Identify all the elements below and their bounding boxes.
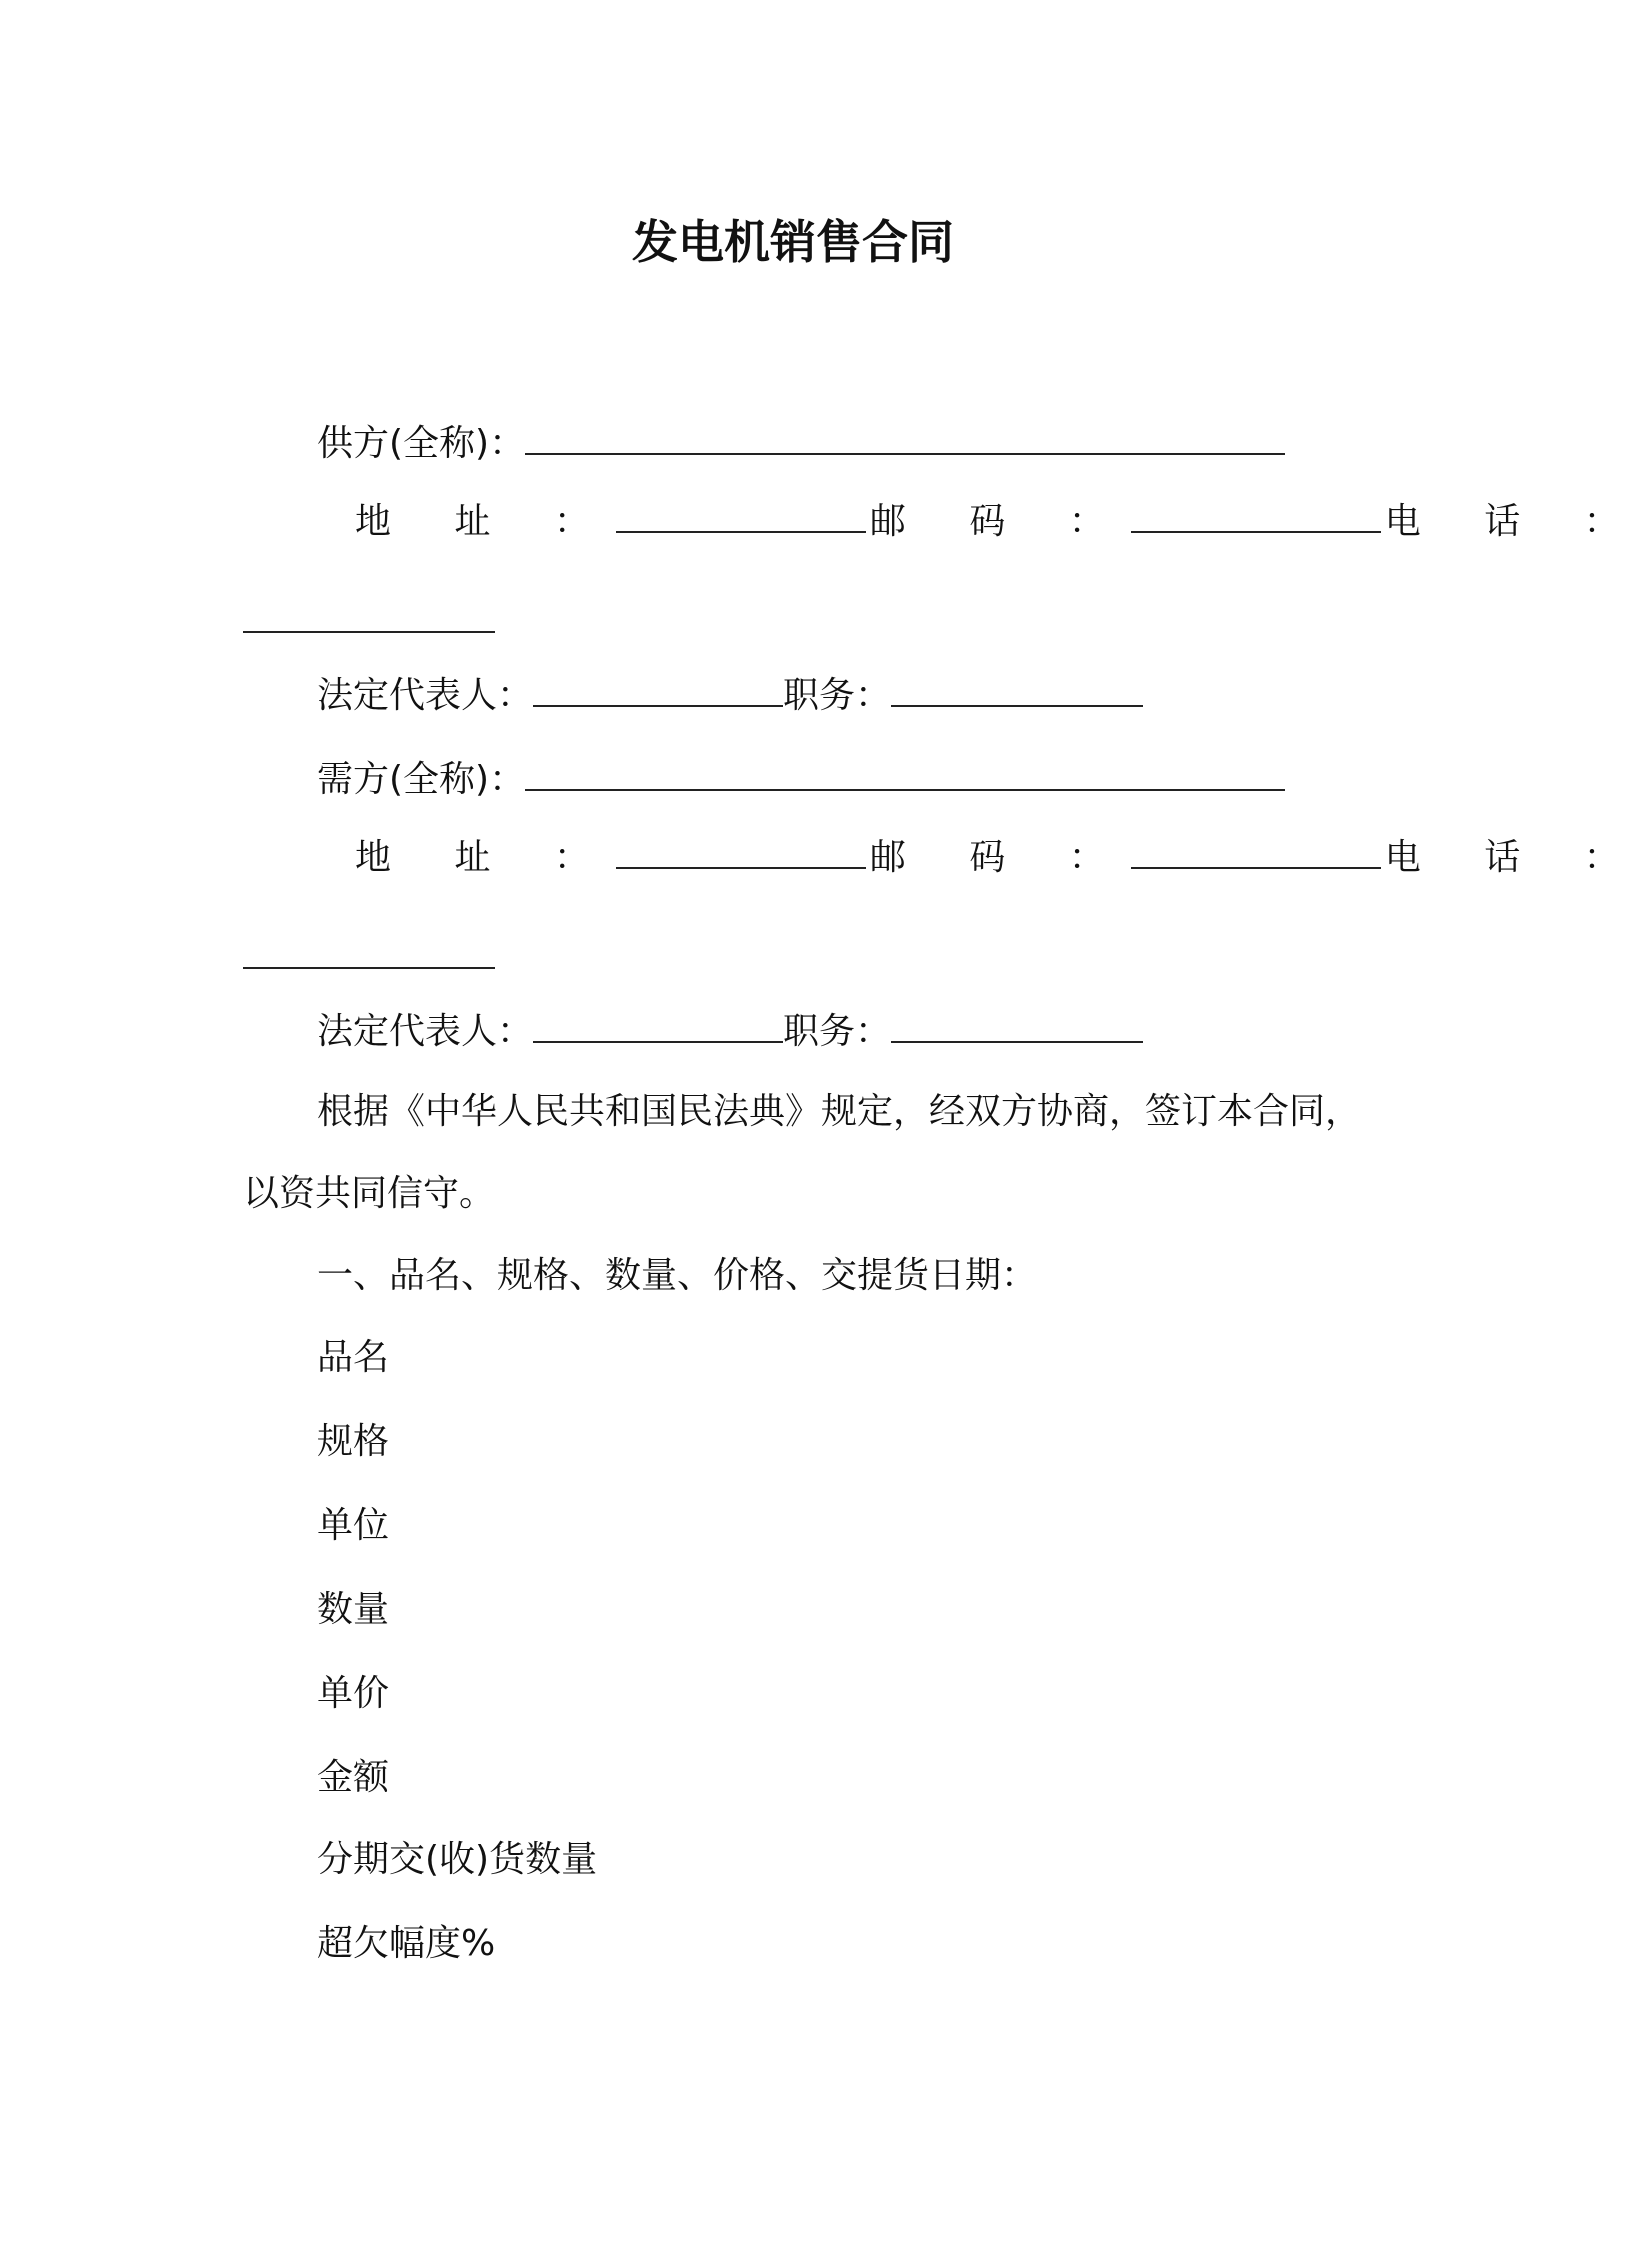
preamble-line-1: 根据《中华人民共和国民法典》规定，经双方协商，签订本合同，: [317, 1091, 1362, 1132]
supplier-postcode-label: 邮 码 ：: [869, 501, 1131, 542]
item-tolerance: 超欠幅度%: [317, 1923, 496, 1964]
buyer-name-row: [317, 756, 1285, 804]
buyer-rep-blank: [533, 1011, 783, 1043]
buyer-name-label: 需方(全称)：: [317, 759, 526, 800]
supplier-name-row: [317, 420, 1285, 468]
section-1-heading: 一、品名、规格、数量、价格、交提货日期：: [317, 1255, 1038, 1296]
buyer-rep-row: [317, 1008, 1143, 1056]
buyer-position-blank: [891, 1011, 1143, 1043]
buyer-phone-row: [243, 934, 495, 982]
supplier-postcode-blank: [1131, 501, 1381, 533]
buyer-phone-label: 电 话 ：: [1384, 837, 1646, 878]
supplier-name-blank: [525, 423, 1285, 455]
buyer-rep-label: 法定代表人：: [317, 1011, 534, 1052]
item-unit-price: 单价: [317, 1673, 390, 1714]
buyer-address-label: 地 址 ：: [355, 837, 616, 878]
document-title: 发电机销售合同: [632, 215, 954, 269]
supplier-position-blank: [891, 675, 1143, 707]
item-specification: 规格: [317, 1421, 390, 1462]
supplier-phone-row: [243, 598, 495, 646]
buyer-position-label: 职务：: [783, 1011, 892, 1052]
buyer-postcode-blank: [1131, 837, 1381, 869]
supplier-name-label: 供方(全称)：: [317, 423, 526, 464]
supplier-contact-row: [355, 498, 1646, 546]
buyer-name-blank: [525, 759, 1285, 791]
item-installment-quantity: 分期交(收)货数量: [317, 1839, 598, 1880]
supplier-address-label: 地 址 ：: [355, 501, 616, 542]
buyer-phone-blank: [243, 937, 495, 969]
buyer-contact-row: [355, 834, 1646, 882]
supplier-rep-blank: [533, 675, 783, 707]
item-amount: 金额: [317, 1757, 390, 1798]
supplier-phone-blank: [243, 601, 495, 633]
supplier-rep-label: 法定代表人：: [317, 675, 534, 716]
buyer-postcode-label: 邮 码 ：: [869, 837, 1131, 878]
supplier-address-blank: [616, 501, 866, 533]
preamble-line-2: 以资共同信守。: [243, 1173, 496, 1214]
item-unit: 单位: [317, 1505, 390, 1546]
supplier-position-label: 职务：: [783, 675, 892, 716]
buyer-address-blank: [616, 837, 866, 869]
supplier-phone-label: 电 话 ：: [1384, 501, 1646, 542]
item-quantity: 数量: [317, 1589, 390, 1630]
item-product-name: 品名: [317, 1337, 390, 1378]
supplier-rep-row: [317, 672, 1143, 720]
